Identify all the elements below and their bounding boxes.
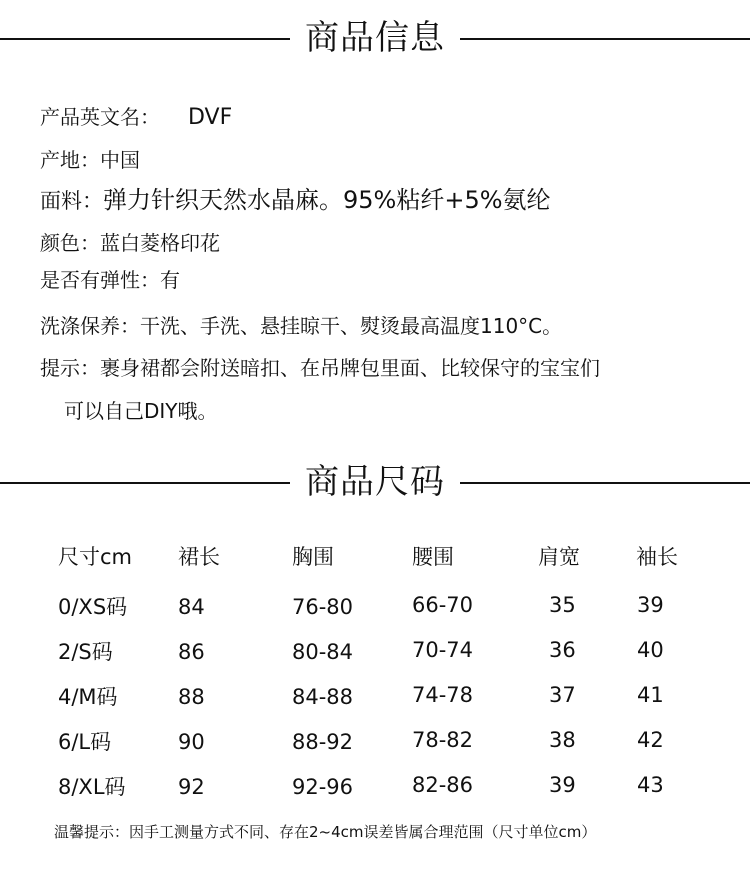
info-label: 颜色： [40, 231, 100, 255]
info-value: 有 [160, 268, 180, 292]
table-header-sleeve: 袖长 [636, 545, 678, 569]
info-brand [40, 104, 232, 131]
table-cell: 88 [178, 685, 205, 709]
table-cell: 8/XL码 [58, 775, 126, 799]
table-cell: 35 [549, 593, 576, 617]
table-cell: 92 [178, 775, 205, 799]
heading-divider-right [460, 38, 750, 40]
heading-divider-right [460, 482, 750, 484]
info-value: 裹身裙都会附送暗扣、在吊牌包里面、比较保守的宝宝们 [100, 356, 600, 380]
info-label: 面料： [40, 189, 103, 213]
info-value: 蓝白菱格印花 [100, 231, 220, 255]
table-cell: 74-78 [412, 683, 474, 707]
info-elastic [40, 267, 180, 293]
table-header-size: 尺寸cm [58, 545, 133, 569]
table-cell: 78-82 [412, 728, 474, 752]
section-heading-product-info [0, 18, 750, 58]
info-label: 洗涤保养： [40, 314, 140, 338]
table-cell: 42 [637, 728, 664, 752]
info-value: 可以自己DIY哦。 [64, 399, 218, 423]
info-value: DVF [188, 105, 233, 130]
table-cell: 39 [549, 773, 576, 797]
table-cell: 90 [178, 730, 205, 754]
info-care [40, 313, 562, 339]
info-tip [40, 355, 600, 381]
info-value: 中国 [100, 148, 140, 172]
table-header-bust: 胸围 [292, 545, 334, 569]
table-header-length: 裙长 [178, 545, 220, 569]
info-tip-continued [64, 398, 218, 424]
table-cell: 36 [549, 638, 576, 662]
table-cell: 41 [637, 683, 664, 707]
table-cell: 2/S码 [58, 640, 113, 664]
table-cell: 92-96 [292, 775, 354, 799]
info-color [40, 230, 220, 256]
info-label: 产地： [40, 148, 100, 172]
heading-divider-left [0, 482, 290, 484]
heading-divider-left [0, 38, 290, 40]
table-cell: 82-86 [412, 773, 474, 797]
table-cell: 6/L码 [58, 730, 112, 754]
info-value: 弹力针织天然水晶麻。95%粘纤+5%氨纶 [103, 186, 551, 214]
info-label: 是否有弹性： [40, 268, 160, 292]
table-header-waist: 腰围 [412, 545, 454, 569]
table-cell: 66-70 [412, 593, 474, 617]
table-cell: 86 [178, 640, 205, 664]
table-header-shoulder: 肩宽 [538, 545, 580, 569]
table-cell: 0/XS码 [58, 595, 128, 619]
table-cell: 84 [178, 595, 205, 619]
table-cell: 37 [549, 683, 576, 707]
info-origin [40, 147, 140, 173]
info-label: 产品英文名： [40, 105, 160, 129]
info-value: 干洗、手洗、悬挂晾干、熨烫最高温度110°C。 [140, 314, 563, 338]
table-cell: 80-84 [292, 640, 354, 664]
table-cell: 84-88 [292, 685, 354, 709]
table-cell: 43 [637, 773, 664, 797]
table-cell: 39 [637, 593, 664, 617]
table-cell: 76-80 [292, 595, 354, 619]
info-label: 提示： [40, 356, 100, 380]
section-heading-size-chart [0, 462, 750, 502]
table-cell: 40 [637, 638, 664, 662]
table-cell: 88-92 [292, 730, 354, 754]
size-footnote: 温馨提示：因手工测量方式不同、存在2~4cm误差皆属合理范围（尺寸单位cm） [54, 823, 597, 841]
table-cell: 38 [549, 728, 576, 752]
info-fabric [40, 187, 551, 214]
table-cell: 4/M码 [58, 685, 118, 709]
table-cell: 70-74 [412, 638, 474, 662]
section-title: 商品信息 [305, 18, 445, 58]
section-title: 商品尺码 [305, 462, 445, 502]
